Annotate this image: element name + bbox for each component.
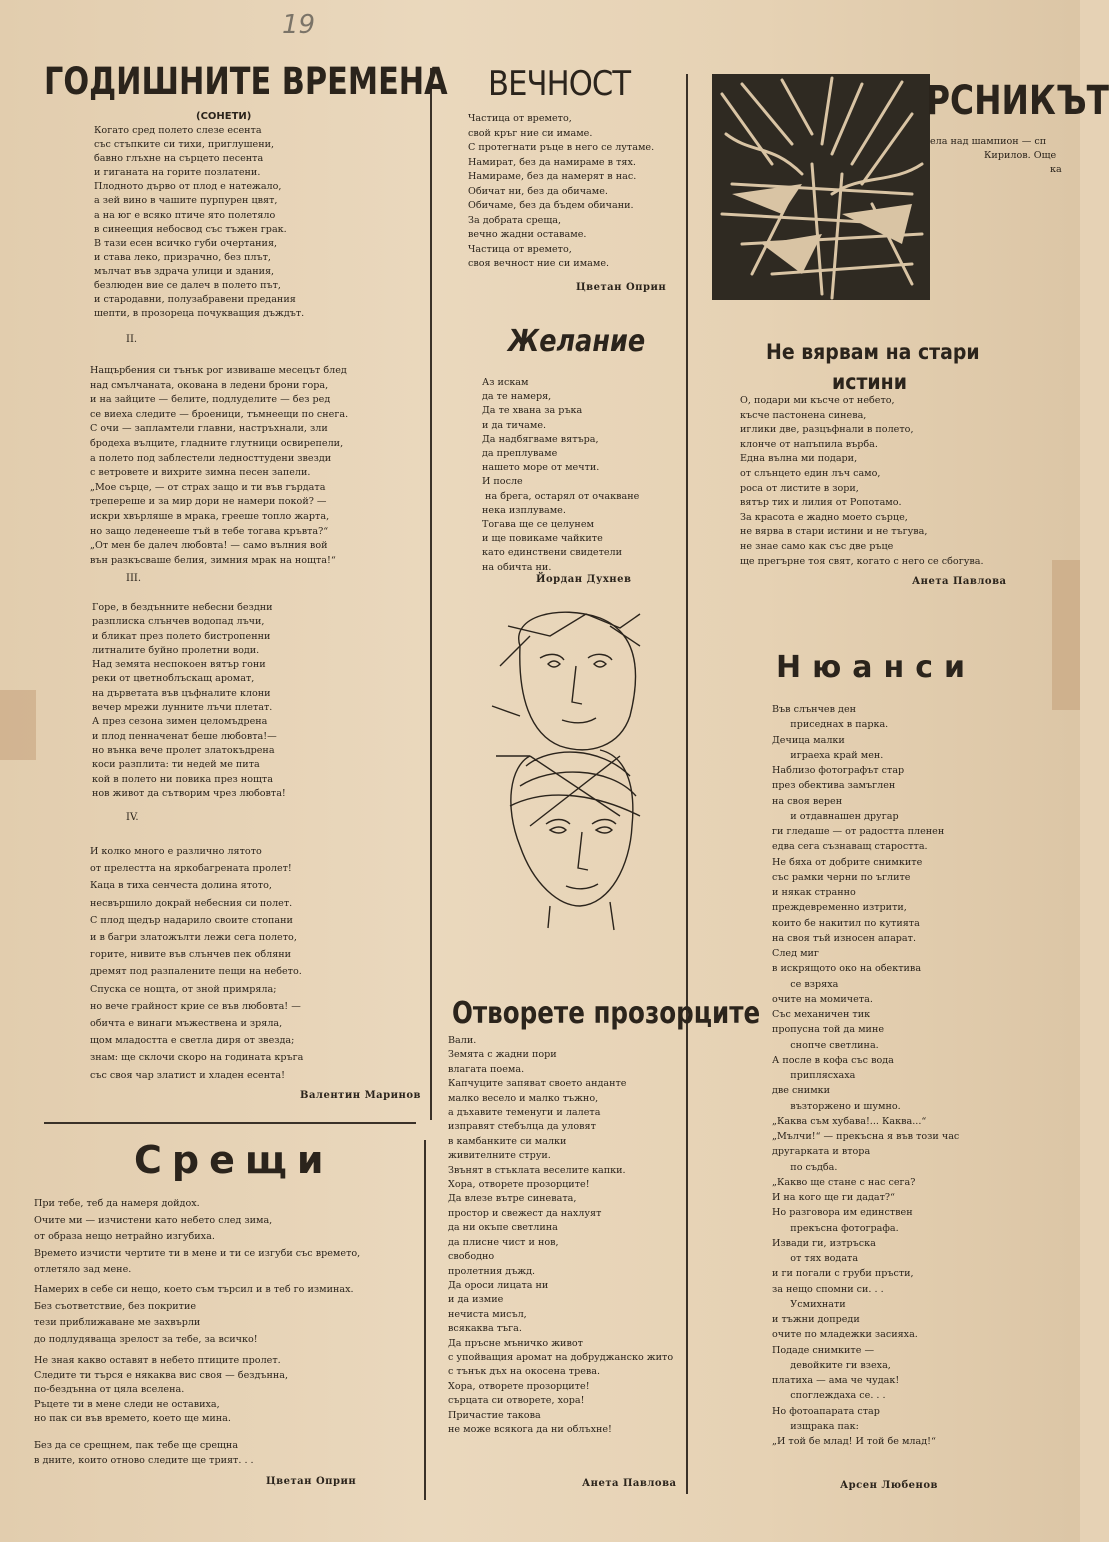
poem-line: Спуска се нощта, от зной примряла; [90,983,277,995]
poem-line: вятър тих и лилия от Ропотамо. [740,497,902,509]
poem-line: горите, нивите във слънчев пек обляни [90,949,292,961]
author-signature: Цветан Оприн [266,1476,357,1487]
poem-line: Капчуците запяват своето анданте [448,1078,627,1090]
poem-line: и става леко, призрачно, без плът, [94,251,271,263]
poem-line: през обектива замъглен [772,780,896,792]
poem-line: в камбанките си малки [448,1135,567,1147]
poem-line: шепти, в прозореца почукващия дъждът. [94,308,305,320]
poem-line: несвършило докрай небесния си полет. [90,897,293,909]
poem-line: на дърветата във цъфналите клони [92,687,271,699]
poem-line: със рамки черни по ъглите [772,871,911,883]
poem-line: да преплуваме [482,448,558,460]
poem-line: Звънят в стъклата веселите капки. [448,1164,626,1176]
poem-line: приплясхаха [772,1070,856,1081]
poem-line: и да тичаме. [482,419,547,431]
poem-line: и бликат през полето бистропенни [92,630,271,642]
poem-line: „Какво ще стане с нас сега? [772,1176,916,1188]
poem-line: Обичаме, без да бъдем обичани. [468,200,634,211]
poem-line: Нащърбения си тънък рог извиваше месецът блед [90,365,347,376]
poem-line: и плод пенначенат беше любовта!— [92,730,277,742]
poem-line: Очите ми — изчистени като небето след зима, [34,1214,273,1226]
poem-line: Да ороси лицата ни [448,1279,549,1291]
poem-line: Не зная какво оставят в небето птиците пролет. [34,1355,281,1366]
article-text-fragment: ела над шампион — сп [930,136,1047,147]
poem-line: другарката и втора [772,1146,871,1158]
poem-line: на своя тъй износен апарат. [772,932,917,944]
poem-line: играеха край мен. [772,749,884,761]
poem-line: Времето изчисти чертите ти в мене и ти се изгуби със времето, [34,1247,361,1259]
poem-line: в дните, които отново следите ще трият. . . [34,1455,254,1466]
faces-sketch-illustration [490,606,650,936]
poem-line: „И той бе млад! И той бе млад!“ [772,1436,936,1447]
poem-line: Когато сред полето слезе есента [94,125,262,136]
poem-line: по съдба. [772,1161,838,1173]
poem-line: иглики две, разцъфнали в полето, [740,424,914,436]
poem-line: сърцата си отворете, хора! [448,1395,585,1407]
poem-line: с ветровете и вихрите зимна песен запели. [90,467,311,479]
poem-open-windows-text [448,1034,684,1437]
poem-line: а дъхавите теменуги и лалета [448,1107,601,1119]
poem-line: отлетяло зад мене. [34,1264,132,1275]
column-divider-middle [686,74,688,1494]
poem-line: коси разплита: ти недей ме пита [92,759,260,771]
poem-desire-text [482,376,682,575]
tape-strip [0,690,36,760]
author-signature: Анета Павлова [582,1478,677,1489]
poem-line: След миг [772,948,819,959]
poem-line: от тях водата [772,1253,859,1264]
poem-line: на брега, остарял от очакване [482,490,640,502]
poem-line: Над земята неспокоен вятър гони [92,659,266,671]
poem-line: и да измие [448,1294,504,1306]
poem-line: Причастие такова [448,1409,541,1421]
poem-line: безлюден вие се далеч в полето път, [94,280,281,292]
poem-line: Усмихнати [772,1298,846,1310]
poem-line: Следите ти търся е някаква вис своя — бездънна, [34,1369,289,1381]
poem-line: своя вечност ние си имаме. [468,258,610,269]
poem-stanza [34,1196,414,1279]
poem-line: и на зайците — белите, подлуделите — без ред [90,394,331,406]
poem-line: а полето под заблестели ледносттудени звезди [90,452,332,464]
author-signature: Йордан Духнев [536,574,632,585]
poem-line: от прелестта на яркобагрената пролет! [90,863,292,875]
poem-line: възторжено и шумно. [772,1100,901,1112]
poem-line: Наблизо фотографът стар [772,765,905,776]
poem-stanza [34,1282,414,1348]
poem-line: с тънък дъх на окосена трева. [448,1366,601,1378]
poem-line: като единствени свидетели [482,547,623,559]
poem-line: две снимки [772,1085,831,1097]
poem-line: споглеждаха се. . . [772,1390,886,1402]
poem-line: Вали. [448,1035,477,1046]
poem-line: В тази есен всичко губи очертания, [94,237,278,249]
poem-line: свой кръг ние си имаме. [468,127,593,139]
poem-line: платиха — ама че чудак! [772,1375,900,1386]
poem-line: Плодното дърво от плод е натежало, [94,181,282,193]
poem-line: знам: ще склочи скоро на годината кръга [90,1052,304,1064]
poem-line: на своя верен [772,795,843,807]
poem-line: С плод щедър надарило своите стопани [90,914,293,926]
poem-line: Но фотоапарата стар [772,1405,880,1417]
poem-line: нека изплуваме. [482,504,566,516]
poem-line: ги гледаше — от радостта пленен [772,826,945,837]
sonnet-number: II. [126,334,138,345]
poem-line: Дечица малки [772,734,845,746]
poem-line: ще прегърне тоя свят, когато с него се сбогува. [740,555,984,567]
poem-line: не знае само как със две ръце [740,540,894,552]
poem-line: се взряха [772,978,839,990]
poem-line: Да пръсне мъничко живот [448,1337,583,1349]
poem-line: И на кого ще ги дадат?“ [772,1192,895,1203]
poem-line: в искрящото око на обектива [772,963,922,975]
poem-line: Аз искам [482,377,529,388]
poem-line: късче пастонена синева, [740,409,867,421]
poem-line: Частица от времето, [468,243,572,255]
article-text-fragment: Кирилов. Още [984,150,1057,161]
poem-line: изщрака пак: [772,1420,859,1432]
poem-line: нашето море от мечти. [482,462,600,474]
poem-line: А после в кофа със вода [772,1054,894,1066]
poem-line: влагата поема. [448,1063,525,1075]
section-divider [44,1122,416,1124]
poem-line: и отдавнашен другар [772,810,899,822]
poem-line: да те намеря, [482,391,552,403]
poem-line: нечиста мисъл, [448,1308,527,1320]
poem-line: с упойващия аромат на добруджанско жито [448,1351,674,1363]
poem-line: на обичта ни. [482,561,552,573]
poem-line: „Каква съм хубава!... Каква...“ [772,1115,927,1127]
poem-line: вечно жадни оставаме. [468,229,587,240]
poem-line: и гиганата на горите позлатени. [94,167,261,179]
page-number: 19 [282,10,316,40]
poem-line: простор и свежест да нахлуят [448,1207,602,1219]
poem-line: Но разговора им единствен [772,1207,913,1219]
poem-line: вън разкъсваше белия, зимния мрак на нощта!“ [90,554,336,566]
poem-stanza [34,1438,414,1468]
poem-line: очите на момичета. [772,993,873,1005]
poem-line: пролетния дъжд. [448,1265,536,1277]
poem-line: Не бяха от добрите снимките [772,856,923,868]
poem-line: мълчат във здрача улици и здания, [94,265,275,277]
author-signature: Анета Павлова [912,576,1007,587]
poem-line: Една вълна ми подари, [740,453,858,465]
poem-line: и стародавни, полузабравени предания [94,294,296,306]
poem-line: Хора, отворете прозорците! [448,1380,590,1392]
poem-line: и тъжни допреди [772,1314,860,1325]
poem-line: Със механичен тик [772,1009,871,1020]
poem-old-truths-text [740,394,1010,569]
poem-title-old-truths-line1: Не вярвам на стари [766,340,980,364]
poem-title-open-windows: Отворете прозорците [452,996,761,1031]
poem-title-nuances: Нюанси [776,650,977,685]
poem-line: да плисне чист и нов, [448,1236,559,1248]
poem-line: Във слънчев ден [772,704,857,715]
poem-line: „От мен бе далеч любовта! — само вълния вой [90,540,328,552]
poem-line: При тебе, теб да намеря дойдох. [34,1198,200,1209]
tape-strip [1052,560,1080,710]
poem-stanza [34,1354,414,1427]
poem-line: се виеха следите — броеници, тъмнеещи по снега. [90,408,349,420]
poem-line: дремят под разпалените пещи на небето. [90,966,302,978]
poem-subtitle: (СОНЕТИ) [196,111,252,122]
column-divider-left-lower [424,1140,426,1500]
author-signature: Валентин Маринов [300,1090,421,1101]
poem-title-meetings: Срещи [134,1138,334,1182]
article-text-fragment: ка [1050,164,1062,175]
poem-line: приседнах в парка. [772,719,889,731]
poem-line: в синеещия небосвод със тъжен грак. [94,223,287,235]
poem-line: нов живот да сътворим чрез любовта! [92,787,286,799]
poem-title-desire: Желание [508,324,646,359]
poem-line: Горе, в бездънните небесни бездни [92,602,273,613]
poem-line: тези приближаване ме захвърли [34,1317,201,1328]
poem-line: Каца в тиха сенчеста долина ятото, [90,880,272,892]
sonnet-4 [90,843,426,1084]
poem-line: но защо леденееше тъй в тебе тогава кръвта?“ [90,525,329,537]
poem-line: А през сезона зимен целомъдрена [92,716,268,728]
poem-line: до подлудяваща зрелост за тебе, за всичко! [34,1333,258,1345]
poem-line: И после [482,476,523,488]
poem-line: С протегнати ръце в него се лутаме. [468,142,655,153]
poem-line: Хора, отворете прозорците! [448,1179,590,1191]
poem-line: Намираме, без да намерят в нас. [468,171,637,182]
poem-line: но вече грайност крие се във любовта! — [90,1000,301,1012]
poem-line: но пак си във времето, което ще мина. [34,1413,231,1425]
poem-line: Земята с жадни пори [448,1049,557,1061]
sonnet-number: III. [126,573,142,584]
poem-line: със своя чар златист и хладен есента! [90,1069,285,1081]
poem-line: снопче светлина. [772,1039,879,1051]
poem-line: Тогава ще се целунем [482,519,594,531]
poem-line: а зей вино в чашите пурпурен цвят, [94,195,278,207]
poem-line: бродеха вълците, гладните глутници освирепели, [90,437,344,449]
poem-line: И колко много е различно лятото [90,846,262,857]
poem-line: пропусна той да мине [772,1024,885,1036]
poem-line: едва сега съзнаващ старостта. [772,841,928,853]
poem-line: свободно [448,1251,495,1263]
poem-line: Подаде снимките — [772,1344,875,1356]
poem-line: очите по младежки засияха. [772,1329,918,1341]
poem-line: О, подари ми късче от небето, [740,395,895,406]
poem-line: Без съответствие, без покритие [34,1300,197,1312]
author-signature: Арсен Любенов [840,1480,938,1491]
poem-title-seasons: ГОДИШНИТЕ ВРЕМЕНА [44,60,448,103]
poem-line: прекъсна фотографа. [772,1222,899,1234]
poem-line: но вънка вече пролет златокъдрена [92,744,275,756]
poem-line: със стъпките си тихи, приглушени, [94,139,275,151]
poem-line: С очи — запламтели главни, настръхнали, зли [90,423,328,435]
poem-line: да ни окъпе светлина [448,1222,558,1234]
poem-title-old-truths-line2: истини [832,370,907,394]
poem-line: изправят стебълца да уловят [448,1121,596,1133]
column-divider-left [430,68,432,1120]
poem-line: За красота е жадно моето сърце, [740,511,908,523]
author-signature: Цветан Оприн [576,282,667,293]
poem-line: роса от листите в зори, [740,482,859,494]
poem-line: и ги погали с груби пръсти, [772,1268,914,1280]
poem-line: клонче от напъпила върба. [740,438,878,450]
poem-line: Обичат ни, без да обичаме. [468,185,608,197]
poem-line: малко весело и малко тъжно, [448,1092,599,1104]
poem-line: „Мълчи!“ — прекъсна я във този час [772,1131,960,1142]
poem-line: не вярва в стари истини и не тъгува, [740,526,928,538]
poem-line: За добрата среща, [468,214,562,226]
poem-line: Без да се срещнем, пак тебе ще срещна [34,1440,239,1451]
poem-line: литналите буйно пролетни води. [92,644,260,656]
poem-line: Да те хвана за ръка [482,405,583,417]
poem-line: щом младостта е светла диря от звезда; [90,1035,295,1047]
poem-line: над смълчаната, окована в ледени брони гора, [90,379,329,391]
poem-line: бавно глъхне на сърцето песента [94,153,264,165]
poem-title-eternity: ВЕЧНОСТ [488,64,631,104]
poem-line: които бе накитил по кутията [772,917,920,929]
poem-line: реки от цветноблъскащ аромат, [92,673,255,685]
poem-line: Да надбягваме вятъра, [482,433,599,445]
poem-line: не може всякога да ни облъхне! [448,1423,612,1435]
woodcut-illustration [712,74,930,300]
poem-line: преждевременно изтрити, [772,902,907,914]
poem-line: от слънцето един лъч само, [740,467,881,479]
poem-line: и ще повикаме чайките [482,533,603,545]
poem-eternity-text [468,112,682,272]
poem-line: Да влезе вътре синевата, [448,1193,577,1205]
poem-line: разплиска слънчев водопад лъчи, [92,616,265,628]
poem-line: „Мое сърце, — от страх защо и ти във гърдата [90,481,326,493]
poem-line: и в багри златожълти лежи сега полето, [90,932,297,944]
poem-line: кой в полето ни повика през нощта [92,773,273,785]
poem-line: по-бездънна от цяла вселена. [34,1384,185,1396]
poem-line: Намират, без да намираме в тях. [468,156,636,168]
poem-line: вечер мрежи лунните лъчи плетат. [92,702,273,714]
article-title-partial: РСНИКЪТ [926,78,1109,124]
poem-line: Извади ги, изтръска [772,1237,876,1249]
poem-line: от образа нещо нетрайно изгубиха. [34,1231,215,1242]
sonnet-3 [92,601,426,801]
poem-line: искри хвърляше в мрака, грееше топло жарта, [90,510,330,522]
poem-line: живителните струи. [448,1150,551,1162]
poem-line: Намерих в себе си нещо, което съм търсил и в теб го изминах. [34,1284,354,1295]
poem-line: девойките ги взеха, [772,1359,891,1371]
sonnet-number: IV. [126,812,139,823]
sonnet-1 [94,124,424,321]
poem-line: трепереше и за мир дори не намери покой? — [90,496,327,508]
poem-line: за нещо спомни си. . . [772,1283,884,1295]
sonnet-2 [90,364,426,568]
poem-line: Частица от времето, [468,113,572,124]
poem-line: всякаква тъга. [448,1323,522,1335]
poem-line: а на юг е всяко птиче ято полетяло [94,209,276,221]
poem-nuances-text [772,702,1022,1449]
poem-line: обичта е винаги мъжествена и зряла, [90,1018,283,1030]
poem-line: Ръцете ти в мене следи не оставиха, [34,1398,220,1410]
poem-line: и някак странно [772,887,856,898]
